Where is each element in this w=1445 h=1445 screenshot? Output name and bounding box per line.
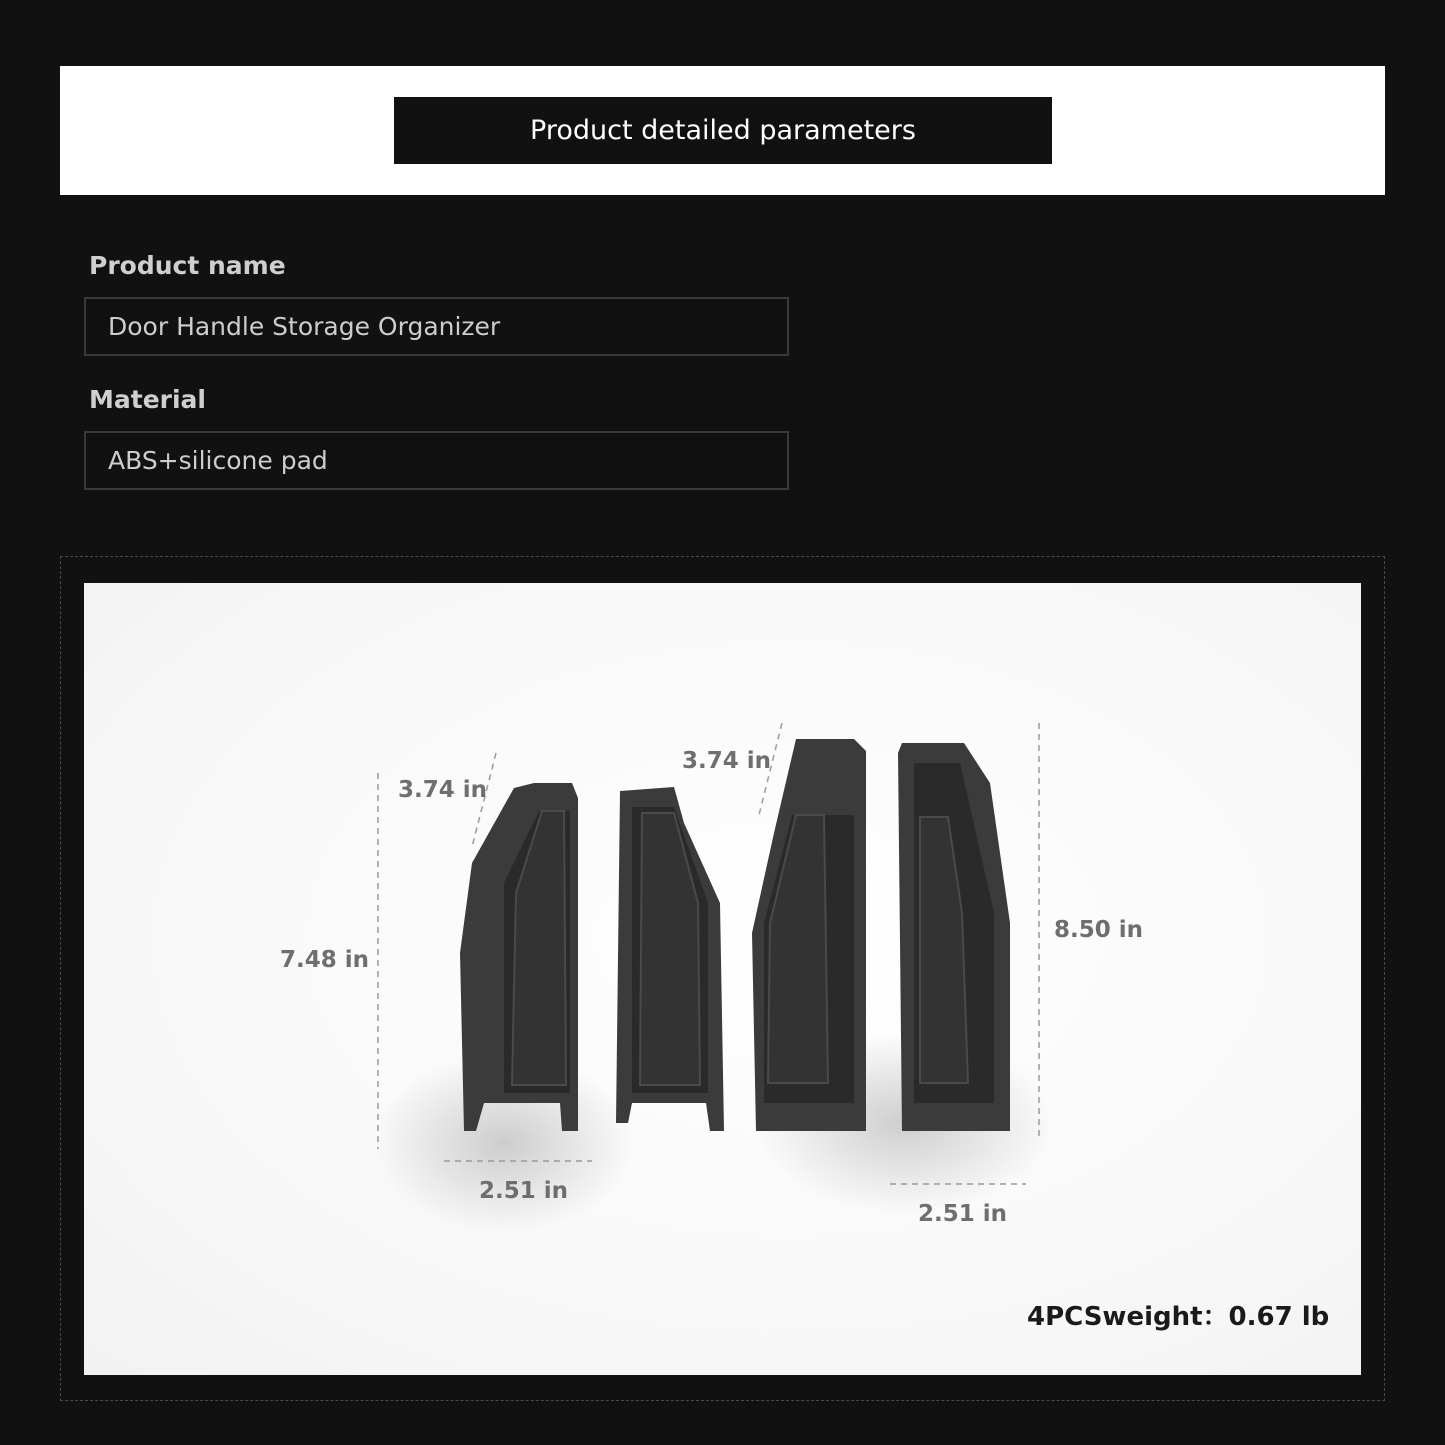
dim-large-height: 8.50 in xyxy=(1054,917,1144,943)
dim-large-depth: 3.74 in xyxy=(682,748,772,774)
dim-small-width: 2.51 in xyxy=(479,1178,569,1204)
dim-large-width: 2.51 in xyxy=(918,1201,1008,1227)
header-panel xyxy=(60,66,1385,195)
dim-small-height: 7.48 in xyxy=(280,947,370,973)
material-value: ABS+silicone pad xyxy=(84,431,789,490)
organizer-3 xyxy=(752,739,866,1131)
organizer-1 xyxy=(460,783,578,1131)
product-name-label: Product name xyxy=(89,251,286,280)
dim-small-depth: 3.74 in xyxy=(398,777,488,803)
weight-label: 4PCSweight：0.67 lb xyxy=(1027,1302,1330,1332)
material-label: Material xyxy=(89,385,206,414)
product-photo xyxy=(84,583,1361,1375)
product-name-value: Door Handle Storage Organizer xyxy=(84,297,789,356)
product-illustration xyxy=(84,583,1361,1375)
organizer-4 xyxy=(898,743,1010,1131)
organizer-2 xyxy=(616,787,724,1131)
page-title: Product detailed parameters xyxy=(394,97,1052,164)
